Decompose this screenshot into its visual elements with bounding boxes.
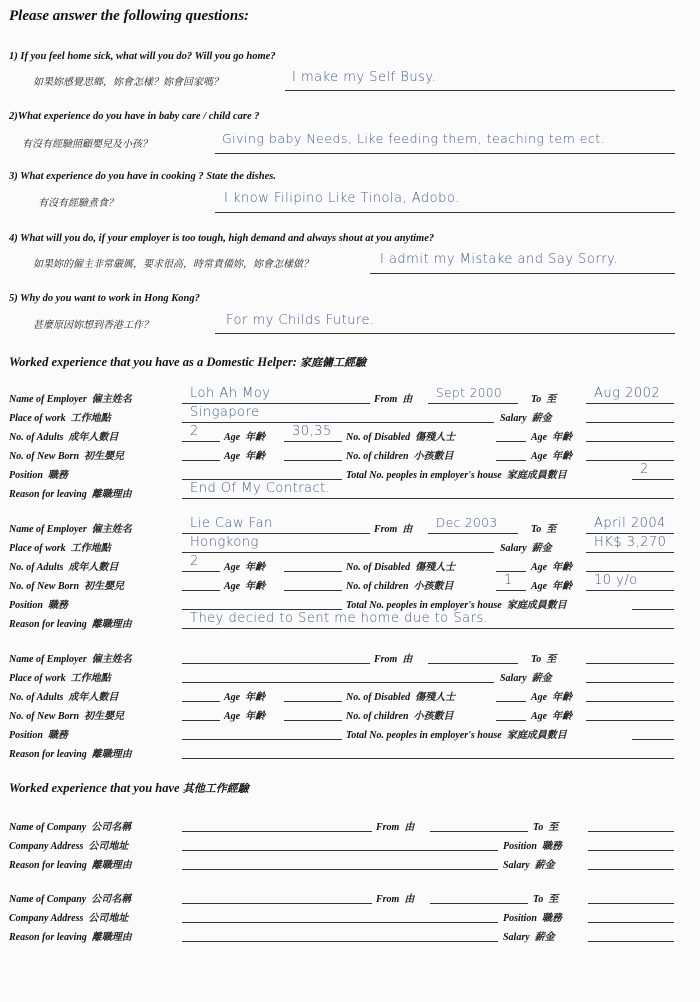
employer-1-from-label bbox=[374, 390, 412, 405]
employer-2-place-label-en: Place of work bbox=[9, 543, 66, 554]
employer-1-newborn-field-line bbox=[182, 460, 220, 461]
employer-1-disabled-label-zh: 傷殘人士 bbox=[415, 432, 456, 443]
employer-1-adults-label-zh: 成年人數目 bbox=[68, 432, 119, 443]
dh-section-title-zh: 家庭傭工經驗 bbox=[300, 356, 367, 369]
employer-3-disabled-age-label-zh: 年齡 bbox=[552, 692, 573, 703]
employer-3-adults-age-label-zh: 年齡 bbox=[245, 692, 266, 703]
employer-3-total-field-line bbox=[632, 739, 674, 740]
employer-1-newborn-label-zh: 初生嬰兒 bbox=[84, 451, 125, 462]
employer-1-disabled-age-label-zh: 年齡 bbox=[552, 432, 573, 443]
employer-2-reason-label-zh: 離職理由 bbox=[91, 619, 132, 630]
employer-2-from-label-zh: 由 bbox=[402, 524, 413, 535]
employer-2-children-age-label bbox=[531, 577, 572, 592]
employer-3-to-label-en: To bbox=[531, 654, 542, 665]
employer-1-disabled-age-field-line bbox=[586, 441, 674, 442]
employer-1-disabled-label bbox=[346, 428, 455, 443]
employer-1-name-label-en: Name of Employer bbox=[9, 394, 87, 405]
employer-2-adults-age-label-zh: 年齡 bbox=[245, 562, 266, 573]
employer-2-newborn-label-en: No. of New Born bbox=[9, 581, 80, 592]
other-section-title-zh: 其他工作經驗 bbox=[182, 782, 249, 795]
company-2-reason-label-en: Reason for leaving bbox=[9, 932, 87, 943]
employer-1-reason-label-en: Reason for leaving bbox=[9, 489, 87, 500]
employer-2-total-label bbox=[346, 596, 567, 611]
company-2-to-label bbox=[533, 890, 558, 905]
employer-3-from-label-en: From bbox=[374, 654, 398, 665]
employer-3-name-label-en: Name of Employer bbox=[9, 654, 87, 665]
employer-1-children-age-label-zh: 年齡 bbox=[552, 451, 573, 462]
employer-2-children-label-zh: 小孩數目 bbox=[413, 581, 454, 592]
answer-4-field[interactable]: I admit my Mistake and Say Sorry. bbox=[380, 252, 619, 267]
company-2-from-label-en: From bbox=[376, 894, 400, 905]
answer-2-line bbox=[215, 153, 675, 154]
company-2-reason-label-zh: 離職理由 bbox=[91, 932, 132, 943]
answer-4-line bbox=[370, 273, 675, 274]
employer-3-reason-field-line bbox=[182, 758, 674, 759]
company-1-position-label bbox=[503, 837, 562, 852]
employer-2-children-age-label-zh: 年齡 bbox=[552, 581, 573, 592]
employer-2-newborn-age-label-zh: 年齡 bbox=[245, 581, 266, 592]
answer-2-field[interactable]: Giving baby Needs, Like feeding them, teaching tem ect. bbox=[222, 131, 606, 146]
employer-1-salary-field-line bbox=[586, 422, 674, 423]
employer-3-disabled-age-label bbox=[531, 688, 572, 703]
employer-1-newborn-age-label bbox=[224, 447, 265, 462]
employer-1-position-label-zh: 職務 bbox=[47, 470, 68, 481]
company-1-salary-label-en: Salary bbox=[503, 860, 530, 871]
employer-1-name-label-zh: 僱主姓名 bbox=[91, 394, 132, 405]
company-1-position-label-en: Position bbox=[503, 841, 537, 852]
employer-1-place-field-line bbox=[182, 422, 494, 423]
employer-1-adults-age-label-en: Age bbox=[224, 432, 241, 443]
employer-2-disabled-label bbox=[346, 558, 455, 573]
employer-3-newborn-label-en: No. of New Born bbox=[9, 711, 80, 722]
employer-1-salary-label bbox=[500, 409, 552, 424]
dh-section-title-en: Worked experience that you have as a Domestic Helper: bbox=[9, 355, 297, 369]
employer-1-total-label-zh: 家庭成員數目 bbox=[506, 470, 567, 481]
employer-3-children-age-label-en: Age bbox=[531, 711, 548, 722]
company-2-position-label-en: Position bbox=[503, 913, 537, 924]
employer-2-salary-field-line bbox=[586, 552, 674, 553]
employer-2-total-label-en: Total No. peoples in employer's house bbox=[346, 600, 502, 611]
employer-2-reason-label bbox=[9, 615, 132, 630]
employer-3-disabled-age-label-en: Age bbox=[531, 692, 548, 703]
employer-1-disabled-age-label bbox=[531, 428, 572, 443]
employer-1-position-field-line bbox=[182, 479, 342, 480]
company-1-from-label-en: From bbox=[376, 822, 400, 833]
company-2-salary-field-line bbox=[588, 941, 674, 942]
employer-2-disabled-label-zh: 傷殘人士 bbox=[415, 562, 456, 573]
question-4-zh: 如果妳的僱主非常嚴厲，要求很高，時常責備妳，妳會怎樣做？ bbox=[33, 259, 313, 270]
company-1-address-field-line bbox=[182, 850, 498, 851]
company-1-name-label-zh: 公司名稱 bbox=[91, 822, 132, 833]
employer-3-children-label-zh: 小孩數目 bbox=[413, 711, 454, 722]
employer-3-newborn-age-label-zh: 年齡 bbox=[245, 711, 266, 722]
company-2-salary-label-en: Salary bbox=[503, 932, 530, 943]
employer-3-reason-label bbox=[9, 745, 132, 760]
company-2-reason-label bbox=[9, 928, 132, 943]
employer-1-from-label-zh: 由 bbox=[402, 394, 413, 405]
employer-2-name-label-zh: 僱主姓名 bbox=[91, 524, 132, 535]
employer-3-salary-label bbox=[500, 669, 552, 684]
company-1-address-label-en: Company Address bbox=[9, 841, 84, 852]
answer-5-line bbox=[215, 333, 675, 334]
company-2-name-field-line bbox=[182, 903, 372, 904]
employer-2-reason-field-line bbox=[182, 628, 674, 629]
employer-1-to-field[interactable]: Aug 2002 bbox=[594, 386, 661, 401]
employer-2-salary-label-zh: 薪金 bbox=[531, 543, 552, 554]
company-2-address-label bbox=[9, 909, 128, 924]
employer-1-children-age-field-line bbox=[586, 460, 674, 461]
employer-3-position-label bbox=[9, 726, 68, 741]
employer-1-adults-label bbox=[9, 428, 118, 443]
employer-3-children-field-line bbox=[496, 720, 526, 721]
employer-3-adults-label-en: No. of Adults bbox=[9, 692, 64, 703]
employer-3-newborn-label-zh: 初生嬰兒 bbox=[84, 711, 125, 722]
employer-3-name-field-line bbox=[182, 663, 370, 664]
other-section-title-en: Worked experience that you have bbox=[9, 781, 180, 795]
employer-2-to-field[interactable]: April 2004 bbox=[594, 516, 666, 531]
employer-3-from-field-line bbox=[428, 663, 518, 664]
employer-3-total-label-en: Total No. peoples in employer's house bbox=[346, 730, 502, 741]
employer-2-from-label-en: From bbox=[374, 524, 398, 535]
employer-2-place-label bbox=[9, 539, 111, 554]
answer-1-line bbox=[285, 90, 675, 91]
employer-3-position-label-en: Position bbox=[9, 730, 43, 741]
company-2-from-field-line bbox=[430, 903, 528, 904]
employer-2-adults-age-label-en: Age bbox=[224, 562, 241, 573]
company-1-address-label-zh: 公司地址 bbox=[88, 841, 129, 852]
company-1-to-field-line bbox=[588, 831, 674, 832]
employer-1-newborn-label-en: No. of New Born bbox=[9, 451, 80, 462]
employer-1-position-label bbox=[9, 466, 68, 481]
employer-1-adults-age-label-zh: 年齡 bbox=[245, 432, 266, 443]
employer-2-disabled-age-field-line bbox=[586, 571, 674, 572]
employer-3-disabled-field-line bbox=[496, 701, 526, 702]
company-2-reason-field-line bbox=[182, 941, 498, 942]
question-3-zh: 有沒有經驗煮食？ bbox=[38, 198, 118, 209]
employer-3-salary-label-en: Salary bbox=[500, 673, 527, 684]
employer-2-position-label-en: Position bbox=[9, 600, 43, 611]
employer-1-children-label-zh: 小孩數目 bbox=[413, 451, 454, 462]
question-1-zh: 如果妳感覺思鄉，妳會怎樣？妳會回家嗎？ bbox=[33, 77, 223, 88]
company-1-salary-label bbox=[503, 856, 555, 871]
employer-1-reason-label bbox=[9, 485, 132, 500]
employer-1-reason-field[interactable]: End Of My Contract. bbox=[190, 481, 331, 496]
company-1-name-field-line bbox=[182, 831, 372, 832]
employer-1-children-age-label bbox=[531, 447, 572, 462]
company-1-address-label bbox=[9, 837, 128, 852]
employer-1-name-label bbox=[9, 390, 132, 405]
company-1-reason-label bbox=[9, 856, 132, 871]
company-1-position-label-zh: 職務 bbox=[541, 841, 562, 852]
employer-2-children-label-en: No. of children bbox=[346, 581, 409, 592]
employer-3-newborn-label bbox=[9, 707, 124, 722]
employer-1-adults-age-field[interactable]: 30,35 bbox=[292, 424, 332, 439]
employer-2-from-label bbox=[374, 520, 412, 535]
employer-2-place-field-line bbox=[182, 552, 494, 553]
employer-2-place-field[interactable]: Hongkong bbox=[190, 535, 259, 550]
employer-1-place-label-en: Place of work bbox=[9, 413, 66, 424]
employer-2-adults-field[interactable]: 2 bbox=[190, 554, 199, 569]
company-2-from-label-zh: 由 bbox=[404, 894, 415, 905]
employer-1-newborn-age-label-en: Age bbox=[224, 451, 241, 462]
employer-3-name-label-zh: 僱主姓名 bbox=[91, 654, 132, 665]
employer-2-name-field[interactable]: Lie Caw Fan bbox=[190, 516, 273, 531]
employer-2-adults-label-en: No. of Adults bbox=[9, 562, 64, 573]
question-4: 4) What will you do, if your employer is too tough, high demand and always shout at you anytime? bbox=[9, 233, 435, 244]
employer-2-adults-field-line bbox=[182, 571, 220, 572]
employer-2-name-label bbox=[9, 520, 132, 535]
employer-2-total-field-line bbox=[632, 609, 674, 610]
company-1-salary-label-zh: 薪金 bbox=[534, 860, 555, 871]
employer-2-newborn-label bbox=[9, 577, 124, 592]
employer-2-disabled-label-en: No. of Disabled bbox=[346, 562, 411, 573]
employer-2-total-label-zh: 家庭成員數目 bbox=[506, 600, 567, 611]
employer-1-salary-label-en: Salary bbox=[500, 413, 527, 424]
employer-1-adults-age-field-line bbox=[284, 441, 342, 442]
employer-1-to-label-zh: 至 bbox=[546, 394, 557, 405]
employer-2-to-label-en: To bbox=[531, 524, 542, 535]
employer-1-from-field[interactable]: Sept 2000 bbox=[436, 386, 503, 400]
company-2-from-label bbox=[376, 890, 414, 905]
employer-3-place-field-line bbox=[182, 682, 494, 683]
employer-3-place-label-en: Place of work bbox=[9, 673, 66, 684]
company-1-to-label bbox=[533, 818, 558, 833]
company-1-from-label-zh: 由 bbox=[404, 822, 415, 833]
company-2-salary-label-zh: 薪金 bbox=[534, 932, 555, 943]
employer-1-adults-label-en: No. of Adults bbox=[9, 432, 64, 443]
employer-3-reason-label-zh: 離職理由 bbox=[91, 749, 132, 760]
company-2-position-label-zh: 職務 bbox=[541, 913, 562, 924]
employer-3-children-label-en: No. of children bbox=[346, 711, 409, 722]
employer-3-newborn-age-label bbox=[224, 707, 265, 722]
company-1-name-label-en: Name of Company bbox=[9, 822, 87, 833]
answer-5-field[interactable]: For my Childs Future. bbox=[226, 313, 375, 328]
company-1-position-field-line bbox=[588, 850, 674, 851]
employer-2-children-field[interactable]: 1 bbox=[504, 573, 513, 588]
employer-2-children-age-field[interactable]: 10 y/o bbox=[594, 573, 638, 588]
employer-1-name-field-line bbox=[182, 403, 370, 404]
question-5-zh: 甚麼原因妳想到香港工作？ bbox=[33, 320, 153, 331]
employer-1-from-label-en: From bbox=[374, 394, 398, 405]
employer-1-adults-field-line bbox=[182, 441, 220, 442]
employer-1-to-field-line bbox=[586, 403, 674, 404]
employer-1-place-field[interactable]: Singapore bbox=[190, 405, 260, 420]
employer-1-children-field-line bbox=[496, 460, 526, 461]
employer-3-adults-age-label-en: Age bbox=[224, 692, 241, 703]
employer-1-newborn-age-label-zh: 年齡 bbox=[245, 451, 266, 462]
employer-3-to-label-zh: 至 bbox=[546, 654, 557, 665]
company-2-salary-label bbox=[503, 928, 555, 943]
employer-2-newborn-age-label bbox=[224, 577, 265, 592]
employer-3-name-label bbox=[9, 650, 132, 665]
employer-2-disabled-field-line bbox=[496, 571, 526, 572]
company-2-to-field-line bbox=[588, 903, 674, 904]
employer-1-adults-field[interactable]: 2 bbox=[190, 424, 199, 439]
employer-3-place-label-zh: 工作地點 bbox=[70, 673, 111, 684]
question-1: 1) If you feel home sick, what will you do? Will you go home? bbox=[9, 51, 276, 62]
employer-2-adults-label-zh: 成年人數目 bbox=[68, 562, 119, 573]
employer-2-to-label bbox=[531, 520, 556, 535]
employer-1-children-label bbox=[346, 447, 454, 462]
employer-2-children-field-line bbox=[496, 590, 526, 591]
company-2-address-label-en: Company Address bbox=[9, 913, 84, 924]
employer-3-position-label-zh: 職務 bbox=[47, 730, 68, 741]
company-1-reason-label-zh: 離職理由 bbox=[91, 860, 132, 871]
employer-3-to-label bbox=[531, 650, 556, 665]
employer-3-adults-age-label bbox=[224, 688, 265, 703]
employer-2-position-label-zh: 職務 bbox=[47, 600, 68, 611]
answer-1-field[interactable]: I make my Self Busy. bbox=[292, 70, 437, 85]
question-3: 3) What experience do you have in cooking ? State the dishes. bbox=[9, 171, 276, 182]
answer-3-field[interactable]: I know Filipino Like Tinola, Adobo. bbox=[224, 191, 460, 206]
employer-3-children-age-field-line bbox=[586, 720, 674, 721]
employer-1-total-field-line bbox=[632, 479, 674, 480]
company-1-reason-label-en: Reason for leaving bbox=[9, 860, 87, 871]
dh-section-title bbox=[9, 354, 366, 370]
employer-3-disabled-label bbox=[346, 688, 455, 703]
employer-3-from-label-zh: 由 bbox=[402, 654, 413, 665]
employer-1-total-label-en: Total No. peoples in employer's house bbox=[346, 470, 502, 481]
employer-1-disabled-age-label-en: Age bbox=[531, 432, 548, 443]
employer-2-salary-label bbox=[500, 539, 552, 554]
employer-2-newborn-label-zh: 初生嬰兒 bbox=[84, 581, 125, 592]
employer-2-adults-age-field-line bbox=[284, 571, 342, 572]
employer-3-from-label bbox=[374, 650, 412, 665]
answer-3-line bbox=[215, 212, 675, 213]
employer-1-adults-age-label bbox=[224, 428, 265, 443]
employer-3-total-label-zh: 家庭成員數目 bbox=[506, 730, 567, 741]
employer-3-adults-field-line bbox=[182, 701, 220, 702]
company-2-to-label-en: To bbox=[533, 894, 544, 905]
employer-3-disabled-label-zh: 傷殘人士 bbox=[415, 692, 456, 703]
employer-2-newborn-age-field-line bbox=[284, 590, 342, 591]
question-5: 5) Why do you want to work in Hong Kong? bbox=[9, 293, 200, 304]
employer-2-position-label bbox=[9, 596, 68, 611]
employer-3-salary-field-line bbox=[586, 682, 674, 683]
employer-2-children-age-field-line bbox=[586, 590, 674, 591]
employer-2-newborn-field-line bbox=[182, 590, 220, 591]
employer-2-salary-label-en: Salary bbox=[500, 543, 527, 554]
employer-3-salary-label-zh: 薪金 bbox=[531, 673, 552, 684]
employer-3-adults-label bbox=[9, 688, 118, 703]
company-1-from-field-line bbox=[430, 831, 528, 832]
employer-2-to-label-zh: 至 bbox=[546, 524, 557, 535]
company-2-address-field-line bbox=[182, 922, 498, 923]
employer-2-name-label-en: Name of Employer bbox=[9, 524, 87, 535]
employer-1-position-label-en: Position bbox=[9, 470, 43, 481]
employer-3-newborn-age-field-line bbox=[284, 720, 342, 721]
company-2-address-label-zh: 公司地址 bbox=[88, 913, 129, 924]
employer-1-reason-label-zh: 離職理由 bbox=[91, 489, 132, 500]
employer-2-from-field[interactable]: Dec 2003 bbox=[436, 516, 498, 530]
employer-2-salary-field[interactable]: HK$ 3,270 bbox=[594, 535, 667, 550]
employer-2-disabled-age-label-zh: 年齡 bbox=[552, 562, 573, 573]
employer-2-reason-field[interactable]: They decied to Sent me home due to Sars. bbox=[190, 611, 489, 626]
employer-2-children-age-label-en: Age bbox=[531, 581, 548, 592]
employer-3-children-age-label bbox=[531, 707, 572, 722]
employer-1-from-field-line bbox=[428, 403, 518, 404]
employer-2-adults-label bbox=[9, 558, 118, 573]
employer-1-reason-field-line bbox=[182, 498, 674, 499]
page-title: Please answer the following questions: bbox=[9, 8, 250, 24]
question-2-zh: 有沒有經驗照顧嬰兒及小孩？ bbox=[22, 139, 152, 150]
employer-1-children-age-label-en: Age bbox=[531, 451, 548, 462]
employer-1-children-label-en: No. of children bbox=[346, 451, 409, 462]
company-1-to-label-en: To bbox=[533, 822, 544, 833]
employer-3-newborn-age-label-en: Age bbox=[224, 711, 241, 722]
employer-3-position-field-line bbox=[182, 739, 342, 740]
employer-3-children-age-label-zh: 年齡 bbox=[552, 711, 573, 722]
employer-1-newborn-label bbox=[9, 447, 124, 462]
employer-2-to-field-line bbox=[586, 533, 674, 534]
employer-2-newborn-age-label-en: Age bbox=[224, 581, 241, 592]
company-1-salary-field-line bbox=[588, 869, 674, 870]
employer-1-to-label-en: To bbox=[531, 394, 542, 405]
employer-3-adults-label-zh: 成年人數目 bbox=[68, 692, 119, 703]
employer-3-adults-age-field-line bbox=[284, 701, 342, 702]
employer-1-place-label-zh: 工作地點 bbox=[70, 413, 111, 424]
employer-1-name-field[interactable]: Loh Ah Moy bbox=[190, 386, 271, 401]
employer-2-from-field-line bbox=[428, 533, 518, 534]
company-2-name-label bbox=[9, 890, 131, 905]
employer-1-place-label bbox=[9, 409, 111, 424]
employer-3-disabled-label-en: No. of Disabled bbox=[346, 692, 411, 703]
employer-1-disabled-field-line bbox=[496, 441, 526, 442]
employer-3-to-field-line bbox=[586, 663, 674, 664]
employer-3-reason-label-en: Reason for leaving bbox=[9, 749, 87, 760]
employer-3-disabled-age-field-line bbox=[586, 701, 674, 702]
company-2-name-label-zh: 公司名稱 bbox=[91, 894, 132, 905]
employer-1-total-field[interactable]: 2 bbox=[640, 462, 649, 477]
employer-2-adults-age-label bbox=[224, 558, 265, 573]
employer-2-name-field-line bbox=[182, 533, 370, 534]
employer-2-position-field-line bbox=[182, 609, 342, 610]
employer-2-disabled-age-label-en: Age bbox=[531, 562, 548, 573]
company-2-to-label-zh: 至 bbox=[548, 894, 559, 905]
employer-1-disabled-label-en: No. of Disabled bbox=[346, 432, 411, 443]
employer-3-children-label bbox=[346, 707, 454, 722]
company-1-name-label bbox=[9, 818, 131, 833]
employer-2-disabled-age-label bbox=[531, 558, 572, 573]
company-2-position-field-line bbox=[588, 922, 674, 923]
employer-2-place-label-zh: 工作地點 bbox=[70, 543, 111, 554]
company-1-from-label bbox=[376, 818, 414, 833]
employer-3-place-label bbox=[9, 669, 111, 684]
question-2: 2)What experience do you have in baby care / child care ? bbox=[9, 111, 260, 122]
employer-3-newborn-field-line bbox=[182, 720, 220, 721]
company-1-to-label-zh: 至 bbox=[548, 822, 559, 833]
employer-1-salary-label-zh: 薪金 bbox=[531, 413, 552, 424]
company-2-name-label-en: Name of Company bbox=[9, 894, 87, 905]
employer-1-total-label bbox=[346, 466, 567, 481]
employer-1-to-label bbox=[531, 390, 556, 405]
employer-1-newborn-age-field-line bbox=[284, 460, 342, 461]
company-1-reason-field-line bbox=[182, 869, 498, 870]
other-section-title bbox=[9, 780, 249, 796]
employer-3-total-label bbox=[346, 726, 567, 741]
employer-2-reason-label-en: Reason for leaving bbox=[9, 619, 87, 630]
employer-2-children-label bbox=[346, 577, 454, 592]
company-2-position-label bbox=[503, 909, 562, 924]
